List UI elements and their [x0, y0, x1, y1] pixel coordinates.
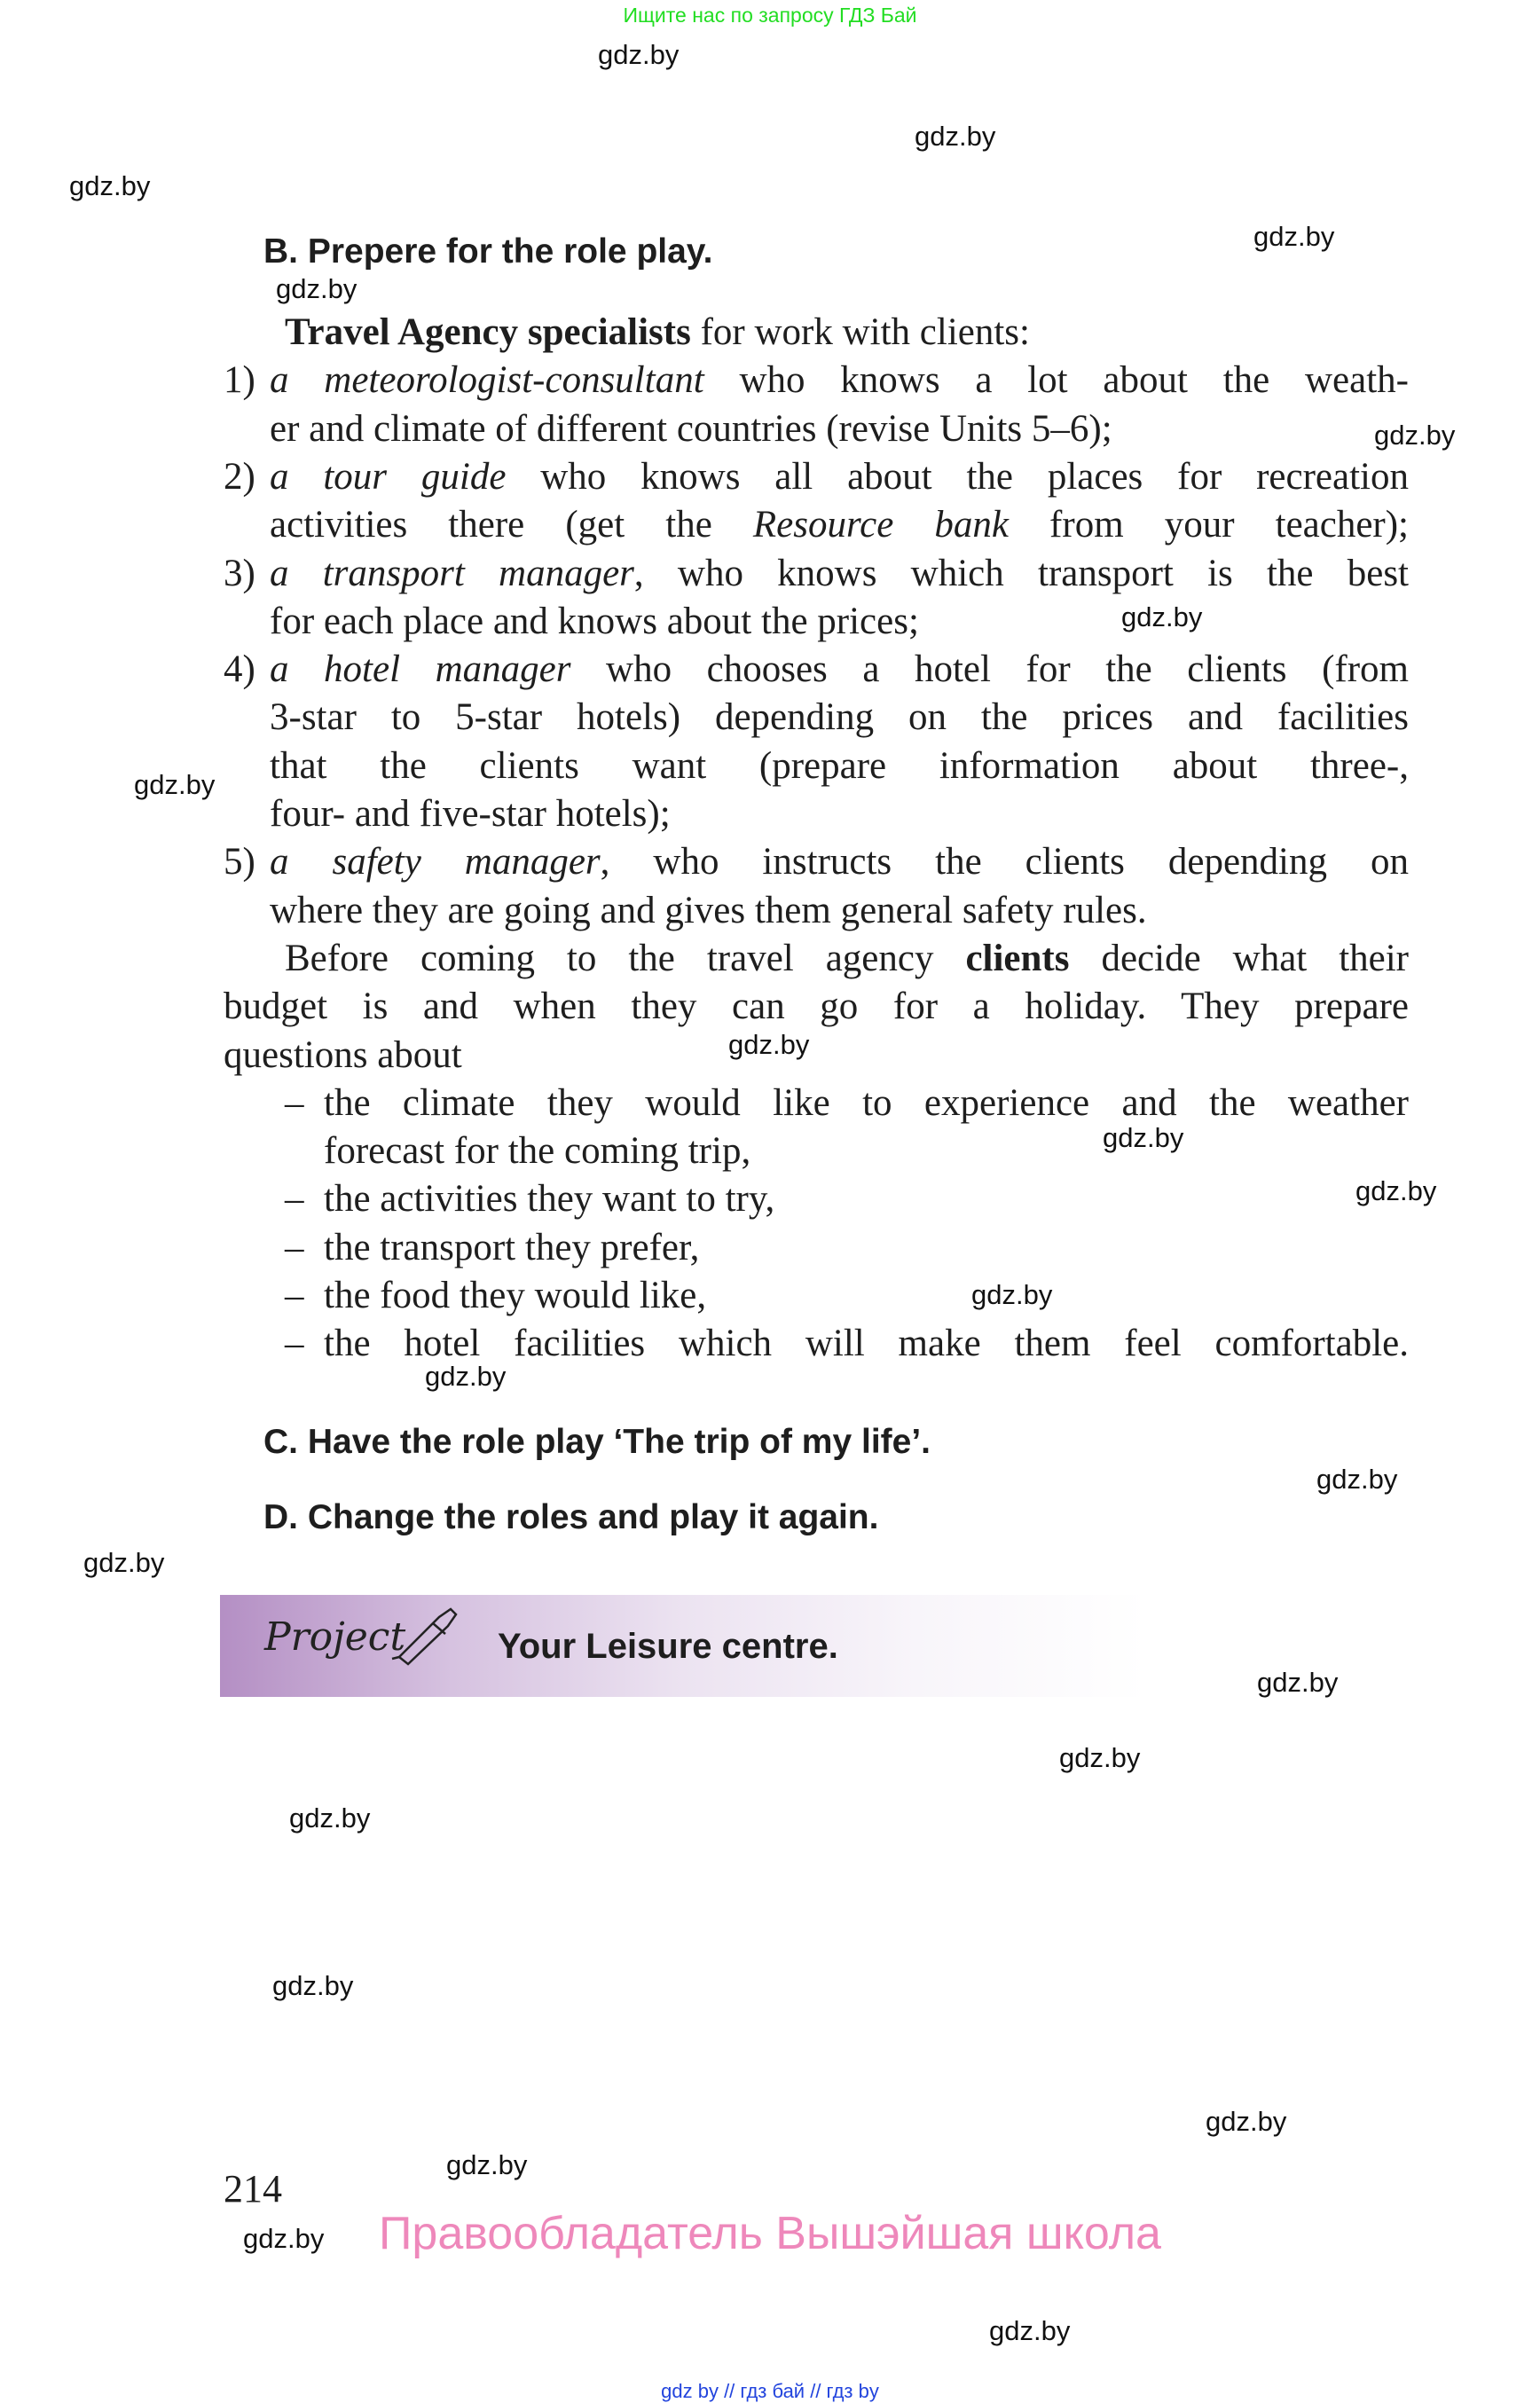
watermark: gdz.by	[134, 769, 216, 800]
search-hint-banner: Ищите нас по запросу ГДЗ Бай	[623, 4, 917, 27]
text-line	[270, 501, 1409, 549]
role-name: a safety manager	[270, 841, 601, 883]
watermark: gdz.by	[1059, 1742, 1141, 1773]
list-number: 5)	[224, 841, 255, 883]
watermark: gdz.by	[272, 1970, 354, 2001]
text-segment: Before coming to the travel agency	[285, 938, 966, 979]
text-segment: decide what their	[1069, 938, 1409, 979]
text-segment: who chooses a hotel for the clients (from	[570, 648, 1409, 690]
role-name: a meteorologist-consultant	[270, 359, 704, 401]
text-segment: , who knows which transport is the best	[633, 553, 1409, 594]
text-line	[224, 1032, 462, 1080]
text-segment: four- and five-star hotels);	[270, 793, 671, 835]
text-segment: the food they would like,	[324, 1275, 707, 1316]
text-line	[270, 598, 919, 646]
text-line	[270, 742, 1409, 790]
section-d-heading: D. Change the roles and play it again.	[263, 1498, 879, 1536]
fountain-pen-icon	[390, 1604, 461, 1666]
watermark: gdz.by	[1121, 601, 1203, 632]
text-line	[324, 1272, 706, 1320]
role-name: a hotel manager	[270, 648, 571, 690]
text-line	[270, 357, 1409, 404]
watermark: gdz.by	[425, 1361, 507, 1392]
watermark: gdz.by	[1257, 1667, 1339, 1698]
text-segment: for each place and knows about the prices;	[270, 601, 919, 642]
dash-bullet: –	[285, 1227, 304, 1268]
text-line	[324, 1175, 774, 1223]
text-line	[285, 309, 1030, 357]
project-title: Your Leisure centre.	[498, 1627, 838, 1666]
text-line	[270, 887, 1147, 935]
page-number: 214	[224, 2167, 282, 2211]
text-segment: 3-star to 5-star hotels) depending on the prices and facilities	[270, 696, 1409, 738]
text-line	[285, 935, 1409, 983]
role-name: Resource bank	[752, 504, 1009, 546]
list-number: 3)	[224, 553, 255, 594]
watermark: gdz.by	[83, 1547, 165, 1578]
text-line	[270, 453, 1409, 501]
watermark: gdz.by	[1103, 1122, 1184, 1153]
text-segment: the climate they would like to experience and the weather	[324, 1082, 1409, 1124]
text-line	[270, 646, 1409, 694]
text-line	[324, 1080, 1409, 1127]
watermark: gdz.by	[69, 170, 151, 201]
list-number: 2)	[224, 456, 255, 498]
copyright-notice: Правообладатель Вышэйшая школа	[379, 2208, 1161, 2259]
section-c-heading: C. Have the role play ‘The trip of my life’.	[263, 1423, 931, 1461]
watermark: gdz.by	[1316, 1464, 1398, 1495]
project-banner	[220, 1595, 1147, 1697]
watermark: gdz.by	[276, 273, 358, 304]
text-line	[270, 694, 1409, 742]
text-segment: activities there (get the	[270, 504, 753, 546]
text-line	[324, 1224, 699, 1272]
text-segment: the hotel facilities which will make them feel comfortable.	[324, 1323, 1409, 1364]
list-number: 1)	[224, 359, 255, 401]
watermark: gdz.by	[1374, 420, 1456, 451]
watermark: gdz.by	[1355, 1175, 1437, 1206]
text-segment: the transport they prefer,	[324, 1227, 700, 1268]
watermark: gdz.by	[915, 121, 996, 152]
text-segment: that the clients want (prepare information about three-,	[270, 745, 1409, 787]
watermark: gdz.by	[1253, 221, 1335, 252]
text-segment: from your teacher);	[1008, 504, 1409, 546]
watermark: gdz.by	[728, 1029, 810, 1060]
watermark: gdz.by	[1206, 2106, 1287, 2137]
text-segment: for work with clients:	[690, 311, 1030, 353]
text-line	[324, 1320, 1409, 1368]
bold-term: clients	[965, 938, 1070, 979]
watermark: gdz.by	[598, 39, 680, 70]
text-segment: budget is and when they can go for a holiday. They prepare	[224, 986, 1409, 1027]
watermark: gdz.by	[971, 1279, 1053, 1310]
text-segment: who knows all about the places for recreation	[506, 456, 1409, 498]
text-segment: forecast for the coming trip,	[324, 1130, 751, 1172]
project-label: Project	[264, 1614, 406, 1660]
dash-bullet: –	[285, 1323, 304, 1364]
bold-term: Travel Agency specialists	[285, 311, 691, 353]
section-b-heading: B. Prepere for the role play.	[263, 232, 713, 271]
text-segment: questions about	[224, 1034, 462, 1076]
watermark: gdz.by	[243, 2223, 325, 2254]
watermark: gdz.by	[446, 2149, 528, 2180]
text-line	[270, 790, 671, 838]
dash-bullet: –	[285, 1082, 304, 1124]
text-segment: , who instructs the clients depending on	[600, 841, 1409, 883]
text-line	[270, 838, 1409, 886]
text-line	[324, 1127, 750, 1175]
text-line	[270, 550, 1409, 598]
role-name: a tour guide	[270, 456, 507, 498]
footer-site-links[interactable]: gdz by // гдз бай // гдз by	[661, 2380, 879, 2402]
dash-bullet: –	[285, 1275, 304, 1316]
list-number: 4)	[224, 648, 255, 690]
text-line	[224, 983, 1409, 1031]
text-line	[270, 405, 1112, 453]
role-name: a transport manager	[270, 553, 634, 594]
text-segment: er and climate of different countries (revise Units 5–6);	[270, 408, 1112, 450]
watermark: gdz.by	[989, 2315, 1071, 2346]
dash-bullet: –	[285, 1178, 304, 1220]
text-segment: the activities they want to try,	[324, 1178, 775, 1220]
text-segment: where they are going and gives them general safety rules.	[270, 890, 1147, 931]
watermark: gdz.by	[289, 1802, 371, 1834]
text-segment: who knows a lot about the weath-	[703, 359, 1409, 401]
